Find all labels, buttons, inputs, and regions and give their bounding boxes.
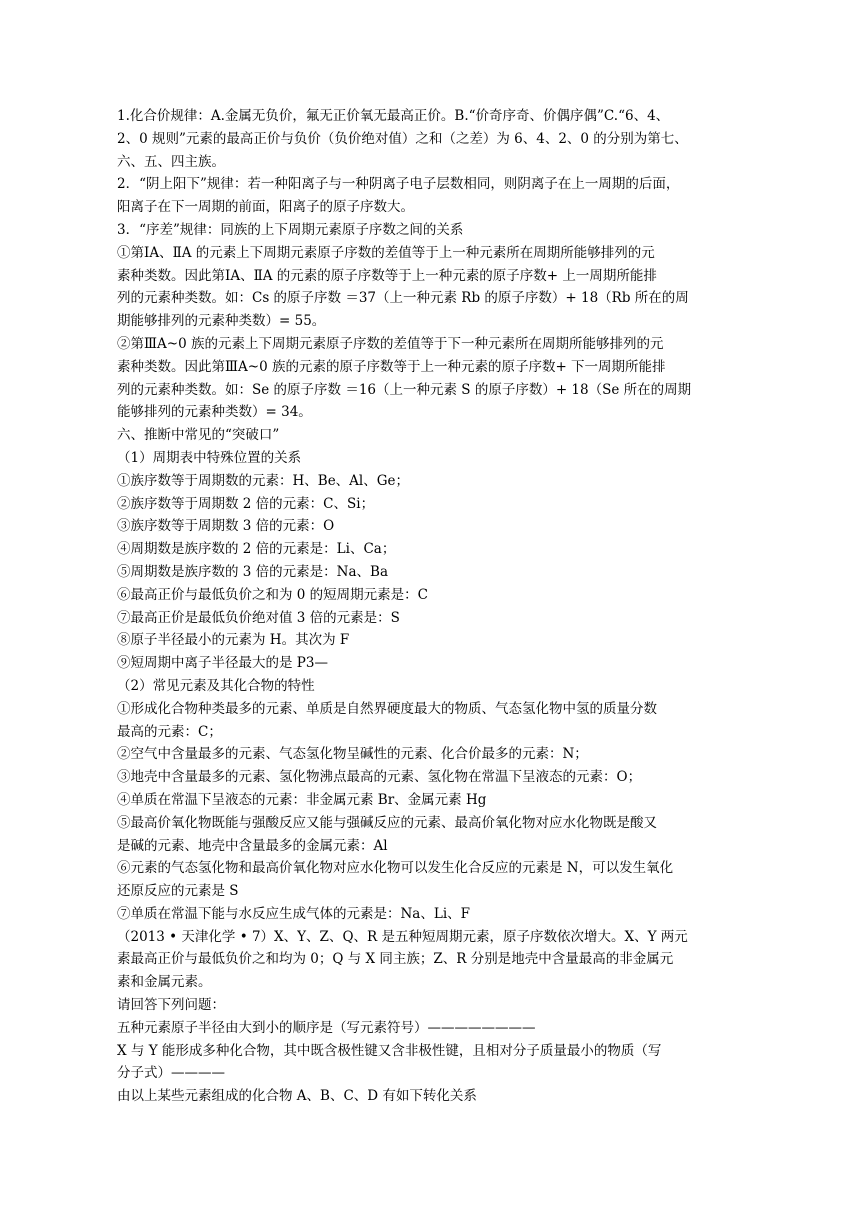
text-line: 阳离子在下一周期的前面，阳离子的原子序数大。 — [117, 199, 414, 216]
text-line: 列的元素种类数。如：Cs 的原子序数 ＝37（上一种元素 Rb 的原子序数）+ 18（Rb 所在的周 — [117, 290, 689, 307]
text-line: 分子式）———— — [117, 1065, 225, 1082]
text-line: ⑥元素的气态氢化物和最高价氧化物对应水化物可以发生化合反应的元素是 N，可以发生氧化 — [117, 860, 674, 877]
text-line: ②空气中含量最多的元素、气态氢化物呈碱性的元素、化合价最多的元素：N； — [117, 746, 588, 763]
text-line: ①形成化合物种类最多的元素、单质是自然界硬度最大的物质、气态氢化物中氢的质量分数 — [117, 700, 657, 717]
text-line: ②第ⅢA~0 族的元素上下周期元素原子序数的差值等于下一种元素所在周期所能够排列的元 — [117, 335, 664, 352]
text-line: ①第ⅠA、ⅡA 的元素上下周期元素原子序数的差值等于上一种元素所在周期所能够排列的元 — [117, 244, 655, 261]
text-line: 素种类数。因此第ⅢA~0 族的元素的原子序数等于上一种元素的原子序数+ 下一周期所能排 — [117, 358, 666, 375]
text-line: ④单质在常温下呈液态的元素：非金属元素 Br、金属元素 Hg — [117, 791, 487, 808]
text-line: ⑦单质在常温下能与水反应生成气体的元素是：Na、Li、F — [117, 905, 471, 922]
text-line: 还原反应的元素是 S — [117, 883, 239, 900]
text-line: 1.化合价规律：A.金属无负价，氟无正价氧无最高正价。B.“价奇序奇、价偶序偶”C.“6、4、 — [117, 108, 670, 124]
text-line: ⑥最高正价与最低负价之和为 0 的短周期元素是：C — [117, 586, 429, 603]
document-page — [117, 105, 743, 1108]
text-line: 素和金属元素。 — [117, 974, 212, 991]
text-line: 六、推断中常见的“突破口” — [117, 427, 280, 444]
text-line: 六、五、四主族。 — [117, 153, 225, 170]
text-line: ①族序数等于周期数的元素：H、Be、Al、Ge； — [117, 472, 410, 489]
text-line: ⑦最高正价是最低负价绝对值 3 倍的元素是：S — [117, 609, 400, 626]
text-line: 列的元素种类数。如：Se 的原子序数 ＝16（上一种元素 S 的原子序数）+ 18（Se 所在的周期 — [117, 381, 692, 398]
text-line: 能够排列的元素种类数）= 34。 — [117, 404, 312, 421]
text-line: 2．“阴上阳下”规律：若一种阳离子与一种阴离子电子层数相同，则阴离子在上一周期的后面， — [117, 176, 680, 193]
text-line: （1）周期表中特殊位置的关系 — [117, 449, 302, 466]
text-line: ③族序数等于周期数 3 倍的元素：O — [117, 518, 335, 535]
text-line: 期能够排列的元素种类数）= 55。 — [117, 313, 326, 330]
text-line: 素最高正价与最低负价之和均为 0；Q 与 X 同主族；Z、R 分别是地壳中含量最高的非金属元 — [117, 951, 674, 968]
text-line: ③地壳中含量最多的元素、氢化物沸点最高的元素、氢化物在常温下呈液态的元素：O； — [117, 769, 642, 786]
text-line: 2、0 规则”元素的最高正价与负价（负价绝对值）之和（之差）为 6、4、2、0 的分别为第七、 — [117, 130, 688, 147]
text-line: ⑤周期数是族序数的 3 倍的元素是：Na、Ba — [117, 563, 389, 580]
text-line: 是碱的元素、地壳中含量最多的金属元素：Al — [117, 837, 388, 854]
text-line: （2013 • 天津化学 • 7）X、Y、Z、Q、R 是五种短周期元素，原子序数依次增大。X、Y 两元 — [117, 928, 688, 945]
text-line: ⑨短周期中离子半径最大的是 P3— — [117, 655, 328, 672]
text-line: ⑤最高价氧化物既能与强酸反应又能与强碱反应的元素、最高价氧化物对应水化物既是酸又 — [117, 814, 657, 831]
text-line: X 与 Y 能形成多种化合物，其中既含极性键又含非极性键，且相对分子质量最小的物质（写 — [117, 1042, 662, 1059]
text-line: 请回答下列问题： — [117, 997, 225, 1014]
text-line: ②族序数等于周期数 2 倍的元素：C、Si； — [117, 495, 375, 512]
text-line: 最高的元素：C； — [117, 723, 222, 740]
text-line: （2）常见元素及其化合物的特性 — [117, 677, 315, 694]
text-line: ④周期数是族序数的 2 倍的元素是：Li、Ca； — [117, 541, 396, 558]
text-line: 3．“序差”规律：同族的上下周期元素原子序数之间的关系 — [117, 221, 464, 238]
text-line: 素种类数。因此第ⅠA、ⅡA 的元素的原子序数等于上一种元素的原子序数+ 上一周期所能排 — [117, 267, 657, 284]
text-line: 由以上某些元素组成的化合物 A、B、C、D 有如下转化关系 — [117, 1088, 477, 1105]
text-line: ⑧原子半径最小的元素为 H。其次为 F — [117, 632, 350, 649]
text-line: 五种元素原子半径由大到小的顺序是（写元素符号）———————— — [117, 1019, 536, 1036]
